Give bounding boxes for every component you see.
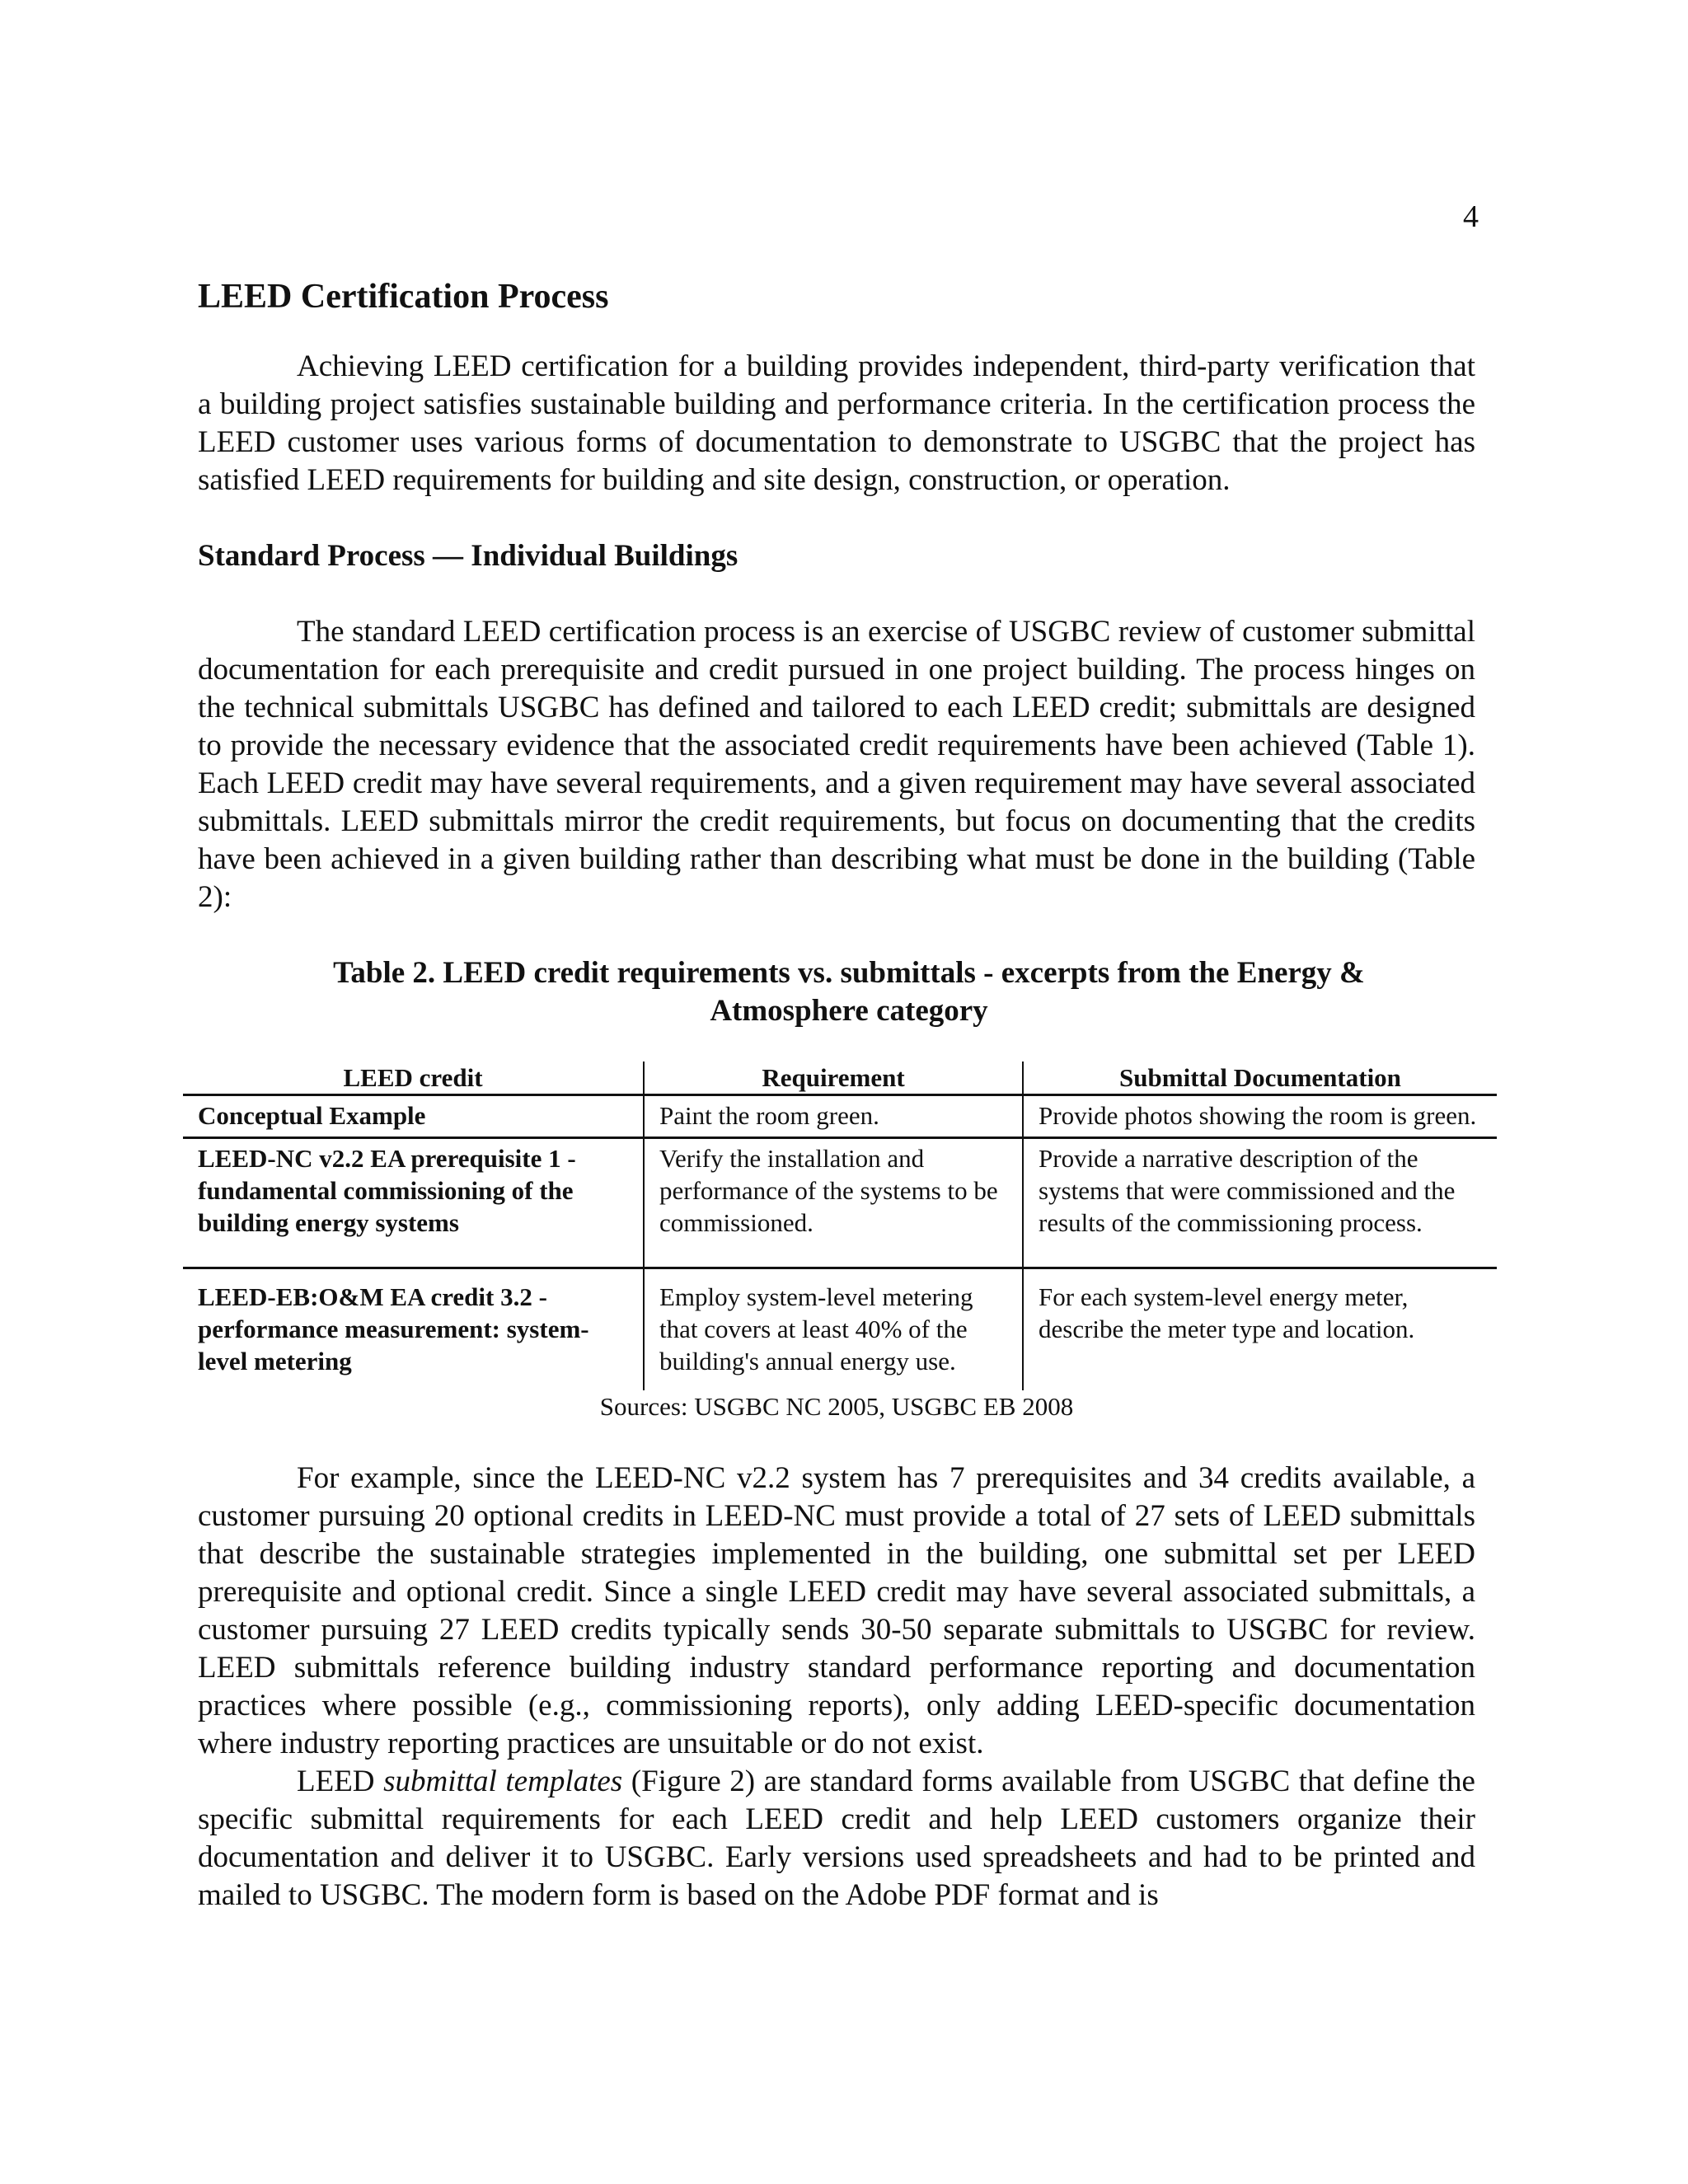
page-number: 4 bbox=[1463, 199, 1479, 234]
header-submittal-documentation: Submittal Documentation bbox=[1023, 1062, 1497, 1095]
cell-requirement: Employ system-level metering that covers at least 40% of the building's annual energy use. bbox=[644, 1268, 1023, 1391]
section-title: LEED Certification Process bbox=[198, 278, 609, 316]
example-paragraph: For example, since the LEED-NC v2.2 system has 7 prerequisites and 34 credits available, a customer pursuing 20 optional credits in LEED-NC must provide a total of 27 sets of LEED submittals that describe the sustainable strategies implemented in the building, one submittal set per LEED prerequisite and optional credit. Since a single LEED credit may have several associated submittals, a customer pursuing 27 LEED credits typically sends 30-50 separate submittals to USGBC for review. LEED submittals reference building industry standard performance reporting and documentation practices where possible (e.g., commissioning reports), only adding LEED-specific documentation where industry reporting practices are unsuitable or do not exist. bbox=[198, 1461, 1475, 1760]
standard-process-paragraph: The standard LEED certification process is an exercise of USGBC review of customer submittal documentation for each prerequisite and credit pursued in one project building. The process hinges on the technical submittals USGBC has defined and tailored to each LEED credit; submittals are designed to provide the necessary evidence that the associated credit requirements have been achieved (Table 1). Each LEED credit may have several requirements, and a given requirement may have several associated submittals. LEED submittals mirror the credit requirements, but focus on documenting that the credits have been achieved in a given building rather than describing what must be done in the building (Table 2): bbox=[198, 615, 1475, 914]
header-requirement: Requirement bbox=[644, 1062, 1023, 1095]
cell-credit: LEED-NC v2.2 EA prerequisite 1 - fundamental commissioning of the building energy systems bbox=[183, 1138, 644, 1268]
credits-table bbox=[183, 1062, 1497, 1390]
templates-lead: LEED bbox=[297, 1765, 384, 1798]
cell-credit: LEED-EB:O&M EA credit 3.2 - performance measurement: system-level metering bbox=[198, 1282, 589, 1376]
cell-requirement: Paint the room green. bbox=[644, 1095, 1023, 1138]
table-caption-line2: Atmosphere category bbox=[710, 994, 988, 1028]
table-sources: Sources: USGBC NC 2005, USGBC EB 2008 bbox=[599, 1392, 1074, 1421]
cell-submittal: Provide photos showing the room is green. bbox=[1023, 1095, 1497, 1138]
table-caption-line1: Table 2. LEED credit requirements vs. submittals - excerpts from the Energy & bbox=[333, 956, 1365, 990]
templates-paragraph bbox=[198, 1763, 1475, 1915]
header-leed-credit: LEED credit bbox=[183, 1062, 644, 1095]
document-body bbox=[198, 274, 1475, 1915]
cell-submittal: Provide a narrative description of the systems that were commissioned and the results of the commissioning process. bbox=[1023, 1138, 1497, 1268]
table-header-row bbox=[183, 1062, 1497, 1095]
table-row bbox=[183, 1138, 1497, 1268]
table-row bbox=[183, 1095, 1497, 1138]
cell-submittal: For each system-level energy meter, describe the meter type and location. bbox=[1023, 1268, 1497, 1391]
table-caption bbox=[330, 954, 1368, 1030]
intro-paragraph: Achieving LEED certification for a building provides independent, third-party verification that a building project satisfies sustainable building and performance criteria. In the certification process the LEED customer uses various forms of documentation to demonstrate to USGBC that the project has satisfied LEED requirements for building and site design, construction, or operation. bbox=[198, 349, 1475, 497]
table-row bbox=[183, 1268, 1497, 1391]
cell-credit: Conceptual Example bbox=[183, 1095, 644, 1138]
credits-table-wrapper bbox=[183, 1062, 1497, 1390]
templates-italic-term: submittal templates bbox=[383, 1765, 623, 1798]
cell-requirement: Verify the installation and performance of the systems to be commissioned. bbox=[644, 1138, 1023, 1268]
templates-rest: (Figure 2) are standard forms available from USGBC that define the specific submittal requirements for each LEED credit and help LEED customers organize their documentation and deliver it to USGBC. Early versions used spreadsheets and had to be printed and mailed to USGBC. The modern form is based on the Adobe PDF format and is bbox=[198, 1765, 1475, 1912]
subsection-title: Standard Process — Individual Buildings bbox=[198, 539, 738, 573]
